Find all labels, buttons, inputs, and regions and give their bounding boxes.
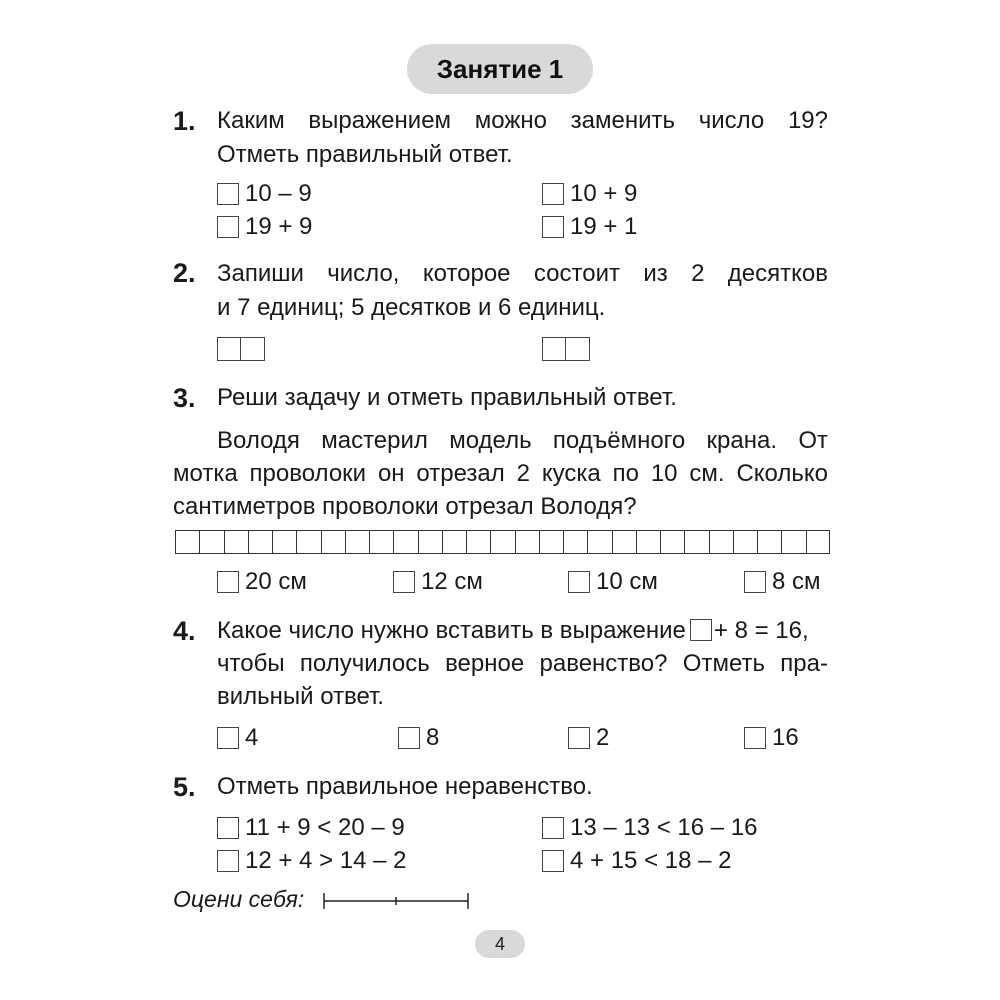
answer-digit-boxes-2[interactable] [542, 337, 590, 361]
task-1-number: 1. [173, 106, 196, 136]
option-label: 19 + 9 [245, 213, 313, 240]
task-3-option-b[interactable] [393, 567, 483, 597]
option-label: 12 см [421, 568, 483, 595]
answer-checkbox[interactable] [542, 817, 564, 839]
task-1-option-b[interactable] [542, 179, 637, 209]
task-5-option-a[interactable] [217, 813, 405, 843]
task-4-equation: + 8 = 16, [713, 617, 809, 644]
option-label: 10 – 9 [245, 180, 312, 207]
task-2-number: 2. [173, 258, 196, 288]
grid-cell[interactable] [175, 530, 199, 554]
option-label: 4 + 15 < 18 – 2 [570, 847, 732, 874]
grid-cell[interactable] [612, 530, 636, 554]
task-5-question: Отметь правильное неравенство. [217, 773, 593, 800]
tens-digit-box[interactable] [542, 337, 566, 361]
grid-cell[interactable] [563, 530, 587, 554]
grid-cell[interactable] [466, 530, 490, 554]
answer-checkbox[interactable] [217, 183, 239, 205]
answer-checkbox[interactable] [398, 727, 420, 749]
task-3-option-d[interactable] [744, 567, 821, 597]
grid-cell[interactable] [345, 530, 369, 554]
tens-digit-box[interactable] [217, 337, 241, 361]
grid-cell[interactable] [709, 530, 733, 554]
grid-cell[interactable] [296, 530, 320, 554]
task-1-question-line-2: Отметь правильный ответ. [217, 141, 513, 168]
answer-checkbox[interactable] [568, 727, 590, 749]
task-4-question-line-2: чтобы получилось верное равенство? Отметь пра- [217, 650, 828, 677]
answer-checkbox[interactable] [217, 727, 239, 749]
answer-checkbox[interactable] [568, 571, 590, 593]
answer-checkbox[interactable] [542, 183, 564, 205]
task-3-instruction: Реши задачу и отметь правильный ответ. [217, 384, 677, 411]
task-1-question-line-1: Каким выражением можно заменить число 19? [217, 107, 828, 134]
grid-cell[interactable] [539, 530, 563, 554]
answer-checkbox[interactable] [217, 817, 239, 839]
option-label: 11 + 9 < 20 – 9 [245, 814, 405, 841]
task-4-question-line-1 [217, 614, 828, 648]
task-4-option-b[interactable] [398, 723, 439, 753]
answer-checkbox[interactable] [542, 216, 564, 238]
task-1-option-c[interactable] [217, 212, 312, 242]
missing-number-box[interactable] [690, 619, 712, 641]
grid-cell[interactable] [636, 530, 660, 554]
grid-cell[interactable] [781, 530, 805, 554]
self-assessment-scale[interactable] [320, 890, 472, 912]
option-label: 16 [772, 724, 799, 751]
task-4-option-a[interactable] [217, 723, 258, 753]
option-label: 12 + 4 > 14 – 2 [245, 847, 407, 874]
option-label: 13 – 13 < 16 – 16 [570, 814, 758, 841]
answer-checkbox[interactable] [744, 571, 766, 593]
grid-cell[interactable] [248, 530, 272, 554]
grid-cell[interactable] [321, 530, 345, 554]
task-3-option-a[interactable] [217, 567, 307, 597]
answer-digit-boxes-1[interactable] [217, 337, 265, 361]
task-2-question-line-2: и 7 единиц; 5 десятков и 6 единиц. [217, 294, 606, 321]
option-label: 10 см [596, 568, 658, 595]
option-label: 19 + 1 [570, 213, 638, 240]
grid-cell[interactable] [757, 530, 781, 554]
task-4-option-d[interactable] [744, 723, 799, 753]
option-label: 20 см [245, 568, 307, 595]
units-digit-box[interactable] [241, 337, 265, 361]
option-label: 2 [596, 724, 610, 751]
answer-checkbox[interactable] [217, 850, 239, 872]
task-5-number: 5. [173, 772, 196, 802]
grid-cell[interactable] [224, 530, 248, 554]
grid-cell[interactable] [684, 530, 708, 554]
task-2-question-line-1: Запиши число, которое состоит из 2 десятков [217, 260, 828, 287]
answer-checkbox[interactable] [542, 850, 564, 872]
grid-cell[interactable] [806, 530, 830, 554]
units-digit-box[interactable] [566, 337, 590, 361]
grid-cell[interactable] [442, 530, 466, 554]
grid-cell[interactable] [393, 530, 417, 554]
task-3-option-c[interactable] [568, 567, 658, 597]
task-5-option-c[interactable] [217, 846, 406, 876]
grid-cell[interactable] [733, 530, 757, 554]
task-5-option-d[interactable] [542, 846, 731, 876]
grid-cell[interactable] [369, 530, 393, 554]
self-assessment-label: Оцени себя: [173, 886, 305, 912]
task-3-number: 3. [173, 383, 196, 413]
task-4-question-text: Какое число нужно вставить в выражение [217, 617, 686, 644]
answer-checkbox[interactable] [744, 727, 766, 749]
task-4-number: 4. [173, 616, 196, 646]
answer-checkbox[interactable] [217, 571, 239, 593]
grid-cell[interactable] [515, 530, 539, 554]
answer-checkbox[interactable] [393, 571, 415, 593]
task-1-option-d[interactable] [542, 212, 637, 242]
answer-checkbox[interactable] [217, 216, 239, 238]
task-5-option-b[interactable] [542, 813, 758, 843]
page-number: 4 [475, 930, 525, 958]
grid-cell[interactable] [660, 530, 684, 554]
option-label: 8 [426, 724, 440, 751]
grid-cell[interactable] [587, 530, 611, 554]
grid-cell[interactable] [418, 530, 442, 554]
option-label: 8 см [772, 568, 821, 595]
task-4-option-c[interactable] [568, 723, 609, 753]
grid-cell[interactable] [272, 530, 296, 554]
task-3-problem-line-3: сантиметров проволоки отрезал Володя? [173, 493, 637, 520]
option-label: 10 + 9 [570, 180, 638, 207]
task-4-question-line-3: вильный ответ. [217, 683, 385, 710]
grid-cell[interactable] [490, 530, 514, 554]
task-3-problem-line-1: Володя мастерил модель подъёмного крана. От [217, 427, 828, 454]
task-3-problem-line-2: мотка проволоки он отрезал 2 куска по 10 см. Сколько [173, 460, 828, 487]
task-1-option-a[interactable] [217, 179, 312, 209]
option-label: 4 [245, 724, 259, 751]
answer-writing-grid[interactable] [175, 530, 830, 554]
lesson-title: Занятие 1 [407, 44, 593, 94]
grid-cell[interactable] [199, 530, 223, 554]
